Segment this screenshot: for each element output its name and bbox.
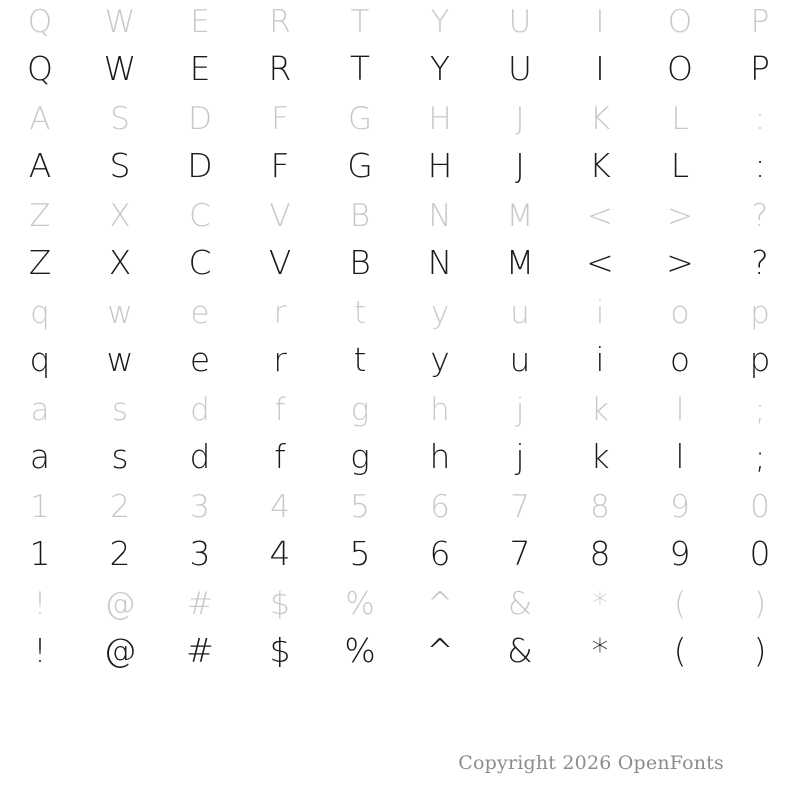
glyph-cell: 2: [110, 488, 130, 525]
glyph-cell: i: [595, 339, 605, 379]
glyph-cell: r: [273, 294, 287, 331]
glyph-cell: h: [430, 391, 450, 428]
glyph-cell: 8: [589, 533, 611, 573]
glyph-cell: 3: [189, 533, 211, 573]
glyph-row-light: [0, 291, 800, 335]
glyph-row-pair: [0, 291, 800, 388]
glyph-cell: $: [269, 630, 291, 670]
glyph-cell: R: [269, 3, 291, 40]
glyph-cell: 9: [670, 488, 690, 525]
glyph-cell: Y: [429, 48, 451, 88]
glyph-cell: R: [268, 48, 292, 88]
glyph-cell: G: [347, 145, 373, 185]
glyph-cell: >: [667, 197, 693, 234]
glyph-cell: a: [29, 436, 51, 476]
glyph-cell: k: [590, 436, 610, 476]
glyph-row-dark: [0, 238, 800, 286]
glyph-cell: p: [749, 339, 771, 379]
glyph-row-pair: [0, 388, 800, 485]
glyph-cell: $: [270, 585, 290, 622]
glyph-cell: Q: [27, 3, 53, 40]
glyph-cell: j: [515, 436, 525, 476]
glyph-cell: u: [509, 339, 531, 379]
glyph-cell: d: [190, 391, 210, 428]
glyph-cell: N: [428, 197, 452, 234]
glyph-row-dark: [0, 141, 800, 189]
glyph-cell: X: [108, 242, 132, 282]
glyph-row-pair: [0, 194, 800, 291]
glyph-cell: p: [750, 294, 770, 331]
glyph-cell: 7: [510, 488, 530, 525]
glyph-cell: J: [515, 100, 525, 137]
glyph-cell: G: [347, 100, 373, 137]
glyph-cell: H: [427, 145, 453, 185]
glyph-cell: #: [186, 630, 214, 670]
glyph-cell: Z: [29, 197, 51, 234]
glyph-cell: B: [349, 242, 371, 282]
glyph-cell: P: [750, 3, 770, 40]
glyph-cell: M: [505, 242, 535, 282]
glyph-cell: 5: [349, 533, 371, 573]
glyph-cell: f: [274, 436, 286, 476]
glyph-cell: l: [675, 391, 685, 428]
glyph-cell: Z: [28, 242, 52, 282]
glyph-cell: F: [270, 145, 290, 185]
glyph-cell: w: [106, 339, 134, 379]
glyph-cell: Y: [430, 3, 450, 40]
glyph-cell: 7: [509, 533, 531, 573]
glyph-cell: :: [754, 145, 766, 185]
glyph-cell: U: [507, 48, 533, 88]
glyph-cell: #: [187, 585, 213, 622]
glyph-row-dark: [0, 626, 800, 674]
glyph-cell: %: [345, 585, 375, 622]
glyph-cell: K: [589, 145, 611, 185]
glyph-cell: H: [428, 100, 452, 137]
glyph-row-pair: [0, 582, 800, 679]
glyph-cell: B: [349, 197, 371, 234]
glyph-cell: *: [591, 630, 609, 670]
glyph-cell: y: [430, 294, 450, 331]
glyph-cell: 4: [270, 488, 290, 525]
glyph-cell: L: [671, 100, 689, 137]
glyph-cell: h: [429, 436, 451, 476]
glyph-cell: F: [271, 100, 289, 137]
glyph-cell: T: [350, 3, 370, 40]
glyph-cell: o: [669, 339, 691, 379]
glyph-cell: K: [589, 100, 611, 137]
glyph-cell: D: [187, 145, 213, 185]
glyph-cell: i: [595, 294, 605, 331]
glyph-cell: @: [103, 630, 137, 670]
glyph-cell: (: [673, 630, 687, 670]
glyph-cell: Q: [27, 48, 53, 88]
glyph-cell: E: [189, 48, 211, 88]
glyph-cell: O: [667, 48, 693, 88]
glyph-cell: d: [189, 436, 211, 476]
glyph-cell: P: [750, 48, 770, 88]
glyph-cell: C: [189, 197, 211, 234]
glyph-cell: D: [188, 100, 212, 137]
glyph-cell: r: [273, 339, 287, 379]
glyph-cell: ;: [754, 436, 766, 476]
glyph-row-dark: [0, 44, 800, 92]
glyph-cell: ^: [427, 585, 453, 622]
glyph-cell: e: [190, 294, 210, 331]
glyph-cell: I: [595, 3, 605, 40]
glyph-cell: k: [591, 391, 609, 428]
glyph-cell: s: [111, 436, 129, 476]
glyph-cell: <: [586, 242, 614, 282]
glyph-cell: 6: [429, 533, 451, 573]
glyph-cell: W: [103, 48, 137, 88]
glyph-cell: A: [28, 145, 52, 185]
glyph-cell: 8: [590, 488, 610, 525]
glyph-cell: !: [33, 585, 47, 622]
glyph-row-pair: [0, 485, 800, 582]
glyph-cell: y: [430, 339, 450, 379]
glyph-cell: C: [188, 242, 212, 282]
glyph-cell: !: [33, 630, 47, 670]
glyph-cell: e: [189, 339, 211, 379]
glyph-row-dark: [0, 529, 800, 577]
glyph-cell: 0: [750, 488, 770, 525]
copyright-notice: Copyright 2026 OpenFonts: [458, 752, 724, 774]
glyph-cell: :: [754, 100, 766, 137]
glyph-cell: o: [670, 294, 690, 331]
glyph-cell: q: [30, 294, 50, 331]
glyph-cell: W: [104, 3, 136, 40]
glyph-cell: &: [507, 585, 533, 622]
glyph-cell: q: [29, 339, 51, 379]
glyph-cell: l: [675, 436, 685, 476]
glyph-row-pair: [0, 97, 800, 194]
glyph-cell: ^: [426, 630, 454, 670]
glyph-cell: t: [353, 294, 367, 331]
glyph-cell: U: [508, 3, 532, 40]
glyph-row-pair: [0, 0, 800, 97]
glyph-row-light: [0, 388, 800, 432]
glyph-cell: O: [667, 3, 693, 40]
glyph-cell: ): [753, 630, 767, 670]
glyph-cell: T: [349, 48, 371, 88]
glyph-row-light: [0, 582, 800, 626]
glyph-cell: N: [427, 242, 453, 282]
glyph-cell: >: [666, 242, 694, 282]
glyph-row-light: [0, 485, 800, 529]
glyph-cell: 9: [669, 533, 691, 573]
glyph-cell: V: [269, 197, 291, 234]
glyph-cell: E: [190, 3, 210, 40]
glyph-cell: 2: [109, 533, 131, 573]
glyph-row-dark: [0, 432, 800, 480]
glyph-cell: 4: [269, 533, 291, 573]
glyph-cell: ?: [751, 197, 769, 234]
glyph-cell: S: [110, 100, 130, 137]
glyph-cell: J: [515, 145, 525, 185]
glyph-cell: a: [30, 391, 50, 428]
glyph-row-dark: [0, 335, 800, 383]
glyph-cell: &: [507, 630, 533, 670]
glyph-cell: L: [670, 145, 690, 185]
glyph-row-light: [0, 97, 800, 141]
glyph-cell: g: [350, 436, 370, 476]
glyph-cell: g: [350, 391, 370, 428]
glyph-cell: @: [104, 585, 136, 622]
glyph-cell: 1: [29, 533, 51, 573]
glyph-cell: 5: [350, 488, 370, 525]
glyph-cell: X: [109, 197, 131, 234]
glyph-cell: ;: [754, 391, 766, 428]
glyph-cell: <: [587, 197, 613, 234]
glyph-cell: 3: [190, 488, 210, 525]
glyph-cell: %: [344, 630, 376, 670]
glyph-cell: 6: [430, 488, 450, 525]
glyph-cell: 1: [30, 488, 50, 525]
glyph-row-light: [0, 194, 800, 238]
glyph-cell: j: [515, 391, 525, 428]
glyph-cell: I: [595, 48, 605, 88]
glyph-cell: ): [753, 585, 767, 622]
glyph-cell: s: [111, 391, 129, 428]
glyph-row-light: [0, 0, 800, 44]
glyph-cell: ?: [751, 242, 769, 282]
glyph-cell: t: [353, 339, 367, 379]
glyph-cell: f: [274, 391, 286, 428]
glyph-cell: V: [268, 242, 292, 282]
glyph-cell: *: [592, 585, 608, 622]
glyph-cell: (: [673, 585, 687, 622]
glyph-cell: u: [510, 294, 530, 331]
glyph-cell: A: [29, 100, 51, 137]
glyph-cell: M: [506, 197, 534, 234]
glyph-cell: w: [107, 294, 133, 331]
glyph-cell: S: [109, 145, 131, 185]
glyph-cell: 0: [749, 533, 771, 573]
